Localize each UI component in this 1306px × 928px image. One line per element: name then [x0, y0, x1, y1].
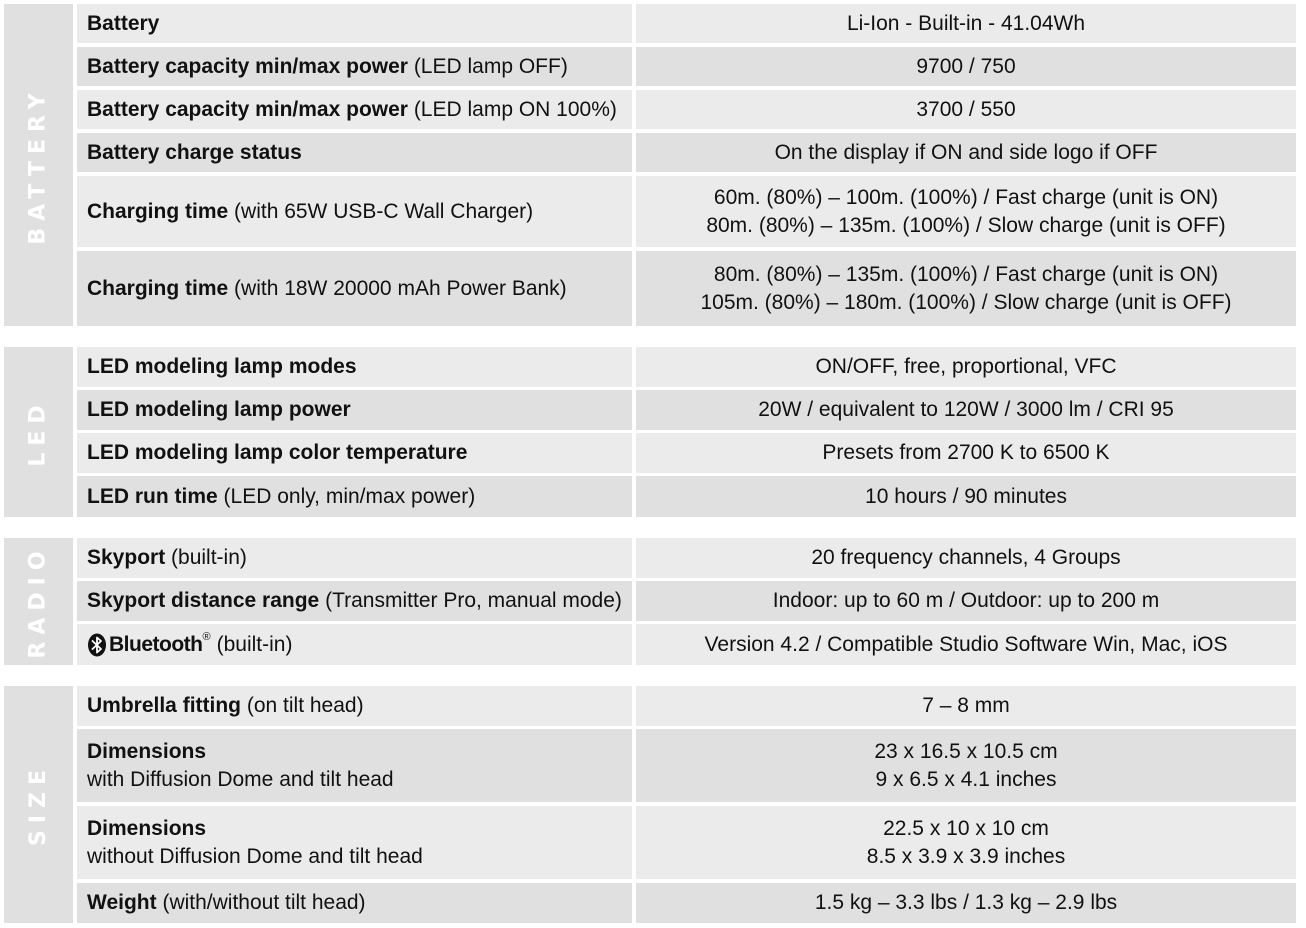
spec-value: 80m. (80%) – 135m. (100%) / Fast charge (unit is ON) 105m. (80%) – 180m. (100%) / Slow charge (unit is OFF) [636, 251, 1296, 326]
spec-value: 23 x 16.5 x 10.5 cm 9 x 6.5 x 4.1 inches [636, 729, 1296, 802]
led-section-header: LED [4, 347, 73, 517]
spec-value: Version 4.2 / Compatible Studio Software Win, Mac, iOS [636, 624, 1296, 665]
spec-value: 20 frequency channels, 4 Groups [636, 538, 1296, 578]
spec-label: Charging time (with 18W 20000 mAh Power Bank) [77, 251, 632, 326]
radio-section [4, 538, 1296, 665]
spec-row [77, 883, 1296, 923]
spec-row [77, 4, 1296, 43]
spec-label: Umbrella fitting (on tilt head) [77, 686, 632, 726]
spec-label: Dimensions with Diffusion Dome and tilt head [77, 729, 632, 802]
spec-row [77, 686, 1296, 726]
spec-label: Dimensions without Diffusion Dome and tilt head [77, 806, 632, 879]
spec-row [77, 476, 1296, 517]
spec-label: Skyport (built-in) [77, 538, 632, 578]
spec-value: Li-Ion - Built-in - 41.04Wh [636, 4, 1296, 43]
spec-value: 3700 / 550 [636, 90, 1296, 129]
spec-label: Battery charge status [77, 133, 632, 172]
spec-label: LED modeling lamp modes [77, 347, 632, 387]
spec-row [77, 47, 1296, 86]
spec-label: Charging time (with 65W USB-C Wall Charger) [77, 176, 632, 247]
bluetooth-icon [87, 633, 107, 657]
spec-value: 60m. (80%) – 100m. (100%) / Fast charge (unit is ON) 80m. (80%) – 135m. (100%) / Slow charge (unit is OFF) [636, 176, 1296, 247]
spec-value: 7 – 8 mm [636, 686, 1296, 726]
battery-section-header: BATTERY [4, 4, 73, 326]
spec-label: LED modeling lamp color temperature [77, 433, 632, 473]
spec-label: LED run time (LED only, min/max power) [77, 476, 632, 517]
spec-row [77, 581, 1296, 621]
spec-label: Bluetooth ® (built-in) [77, 624, 632, 665]
spec-row [77, 176, 1296, 247]
spec-value: 1.5 kg – 3.3 lbs / 1.3 kg – 2.9 lbs [636, 883, 1296, 923]
spec-row [77, 347, 1296, 387]
led-section [4, 347, 1296, 517]
spec-row [77, 133, 1296, 172]
size-section [4, 686, 1296, 923]
spec-row [77, 806, 1296, 879]
spec-row [77, 538, 1296, 578]
spec-label: Skyport distance range (Transmitter Pro, manual mode) [77, 581, 632, 621]
spec-row [77, 433, 1296, 473]
radio-section-header: RADIO [4, 538, 73, 665]
spec-value: 9700 / 750 [636, 47, 1296, 86]
spec-value: Presets from 2700 K to 6500 K [636, 433, 1296, 473]
spec-value: 10 hours / 90 minutes [636, 476, 1296, 517]
spec-value: On the display if ON and side logo if OFF [636, 133, 1296, 172]
spec-value: ON/OFF, free, proportional, VFC [636, 347, 1296, 387]
size-section-header: SIZE [4, 686, 73, 923]
spec-row [77, 729, 1296, 802]
spec-row [77, 90, 1296, 129]
spec-row [77, 624, 1296, 665]
spec-row [77, 390, 1296, 430]
spec-label: Battery capacity min/max power (LED lamp OFF) [77, 47, 632, 86]
spec-label: LED modeling lamp power [77, 390, 632, 430]
spec-label: Weight (with/without tilt head) [77, 883, 632, 923]
battery-section [4, 4, 1296, 326]
spec-value: Indoor: up to 60 m / Outdoor: up to 200 m [636, 581, 1296, 621]
bluetooth-logo-text: Bluetooth [109, 632, 203, 656]
spec-label: Battery [77, 4, 632, 43]
spec-value: 22.5 x 10 x 10 cm 8.5 x 3.9 x 3.9 inches [636, 806, 1296, 879]
spec-value: 20W / equivalent to 120W / 3000 lm / CRI 95 [636, 390, 1296, 430]
spec-label: Battery capacity min/max power (LED lamp ON 100%) [77, 90, 632, 129]
spec-row [77, 251, 1296, 326]
